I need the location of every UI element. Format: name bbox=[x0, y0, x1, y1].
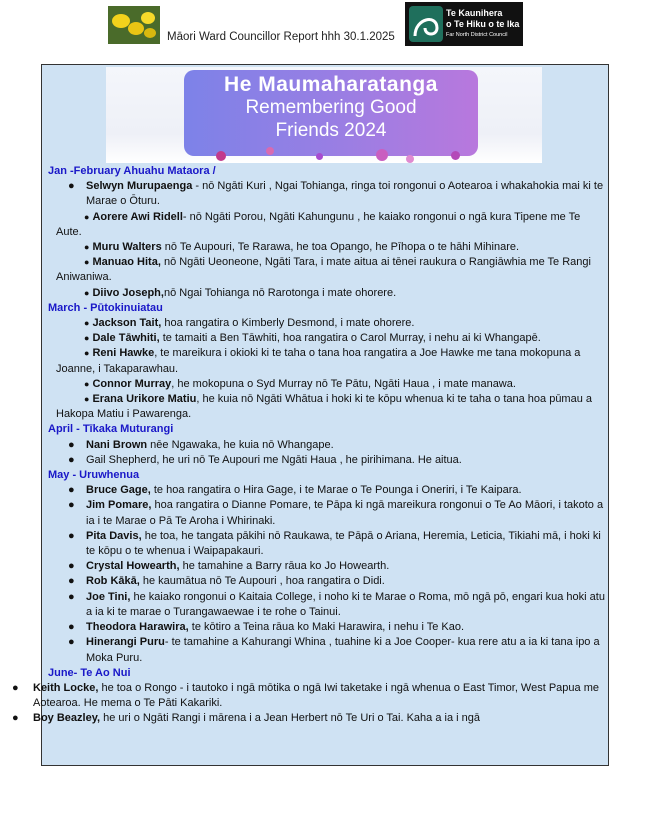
bullet-icon: ● bbox=[84, 348, 90, 359]
bullet-icon: ● bbox=[68, 575, 75, 588]
logo-line-2: o Te Hiku o te Ika bbox=[446, 19, 520, 29]
bullet-icon: ● bbox=[68, 484, 75, 497]
entry-text: te kōtiro a Teina rāua ko Maki Harawira, i nehu i Te Kao. bbox=[188, 621, 465, 634]
bullet-icon: ● bbox=[68, 621, 75, 634]
bullet-icon: ● bbox=[68, 453, 75, 466]
banner-line-2: Remembering Good bbox=[245, 97, 417, 118]
list-item bbox=[48, 559, 608, 574]
entry-text: - te tamahine a Kahurangi Whina , tuahine ki a Joe Cooper- kua rere atu a ia ki tana ipo a Moka Puru. bbox=[86, 636, 600, 664]
list-item bbox=[48, 255, 608, 285]
list-item bbox=[48, 377, 608, 392]
entry-text: he kaumātua nō Te Aupouri , hoa rangatira o Didi. bbox=[139, 575, 385, 588]
remembrance-banner bbox=[106, 67, 542, 163]
entry-text: , he kuia nō Ngāti Whātua i hoki ki te kōpu whenua ki te taha o tana hoa pūmau a Hakopa Matiu i Pawarenga. bbox=[56, 393, 593, 421]
council-logo bbox=[405, 2, 523, 46]
bullet-icon: ● bbox=[84, 318, 90, 329]
list-item bbox=[48, 483, 608, 498]
list-item bbox=[48, 286, 608, 301]
bullet-icon: ● bbox=[12, 712, 19, 725]
council-logo-mark-icon bbox=[409, 6, 443, 42]
list-item bbox=[48, 590, 608, 620]
entry-text: , he mokopuna o Syd Murray nō Te Pātu, Ngāti Haua , i mate manawa. bbox=[171, 377, 516, 390]
bullet-icon: ● bbox=[84, 394, 90, 405]
logo-line-1: Te Kaunihera bbox=[446, 8, 503, 18]
person-name: Aorere Awi Ridell bbox=[92, 210, 183, 223]
list-item bbox=[48, 635, 608, 665]
person-name: Joe Tini, bbox=[86, 590, 131, 603]
entry-text: , te mareikura i okioki ki te taha o tana hoa rangatira a Joe Hawke me tana mokopuna a Joanne, i Takaparawhau. bbox=[56, 347, 581, 375]
person-name: Nani Brown bbox=[86, 438, 148, 451]
entry-text: he toa o Rongo - i tautoko i ngā mōtika o ngā Iwi taketake i ngā whenua o East Timor, West Papua me Aotearoa. He mema o Te Pāti Kakariki. bbox=[33, 681, 599, 710]
flower-decoration bbox=[266, 147, 274, 155]
bullet-icon: ● bbox=[68, 180, 75, 193]
banner-line-3: Friends 2024 bbox=[275, 120, 387, 141]
entry-text: he uri o Ngāti Rangi i mārena i a Jean Herbert nō Te Uri o Tai. Kaha a ia i ngā bbox=[100, 712, 480, 725]
person-name: Manuao Hita, bbox=[92, 256, 161, 269]
list-item bbox=[3, 711, 608, 726]
entry-text: te hoa rangatira o Hira Gage, i te Marae o Te Pounga i Oneriri, i Te Kaipara. bbox=[150, 484, 522, 497]
flower-decoration bbox=[451, 151, 460, 160]
report-title: Māori Ward Councillor Report hhh 30.1.2025 bbox=[167, 31, 395, 43]
entry-text: - nō Ngāti Kuri , Ngai Tohianga, ringa toi rongonui o Aotearoa i whakahokia mai ki te Marae o Ōturu. bbox=[86, 180, 604, 208]
entry-text: nō Te Aupouri, Te Rarawa, he toa Opango, he Pīhopa o te hāhi Mihinare. bbox=[161, 241, 520, 254]
month-heading: May - Uruwhenua bbox=[48, 469, 140, 482]
entry-text: Gail Shepherd, he uri nō Te Aupouri me Ngāti Haua , he pirihimana. He aitua. bbox=[86, 453, 462, 466]
flower-decoration bbox=[376, 149, 388, 161]
month-heading: March - Pūtokinuiatau bbox=[48, 301, 163, 314]
bullet-icon: ● bbox=[84, 378, 90, 389]
person-name: Boy Beazley, bbox=[33, 712, 101, 725]
list-item bbox=[48, 574, 608, 589]
list-item bbox=[48, 498, 608, 528]
banner-line-1: He Maumaharatanga bbox=[224, 73, 438, 96]
remembrance-list bbox=[12, 164, 608, 727]
list-item bbox=[48, 392, 608, 422]
bullet-icon: ● bbox=[68, 636, 75, 649]
person-name: Rob Kākā, bbox=[86, 575, 140, 588]
bullet-icon: ● bbox=[68, 499, 75, 512]
entry-text: hoa rangatira o Kimberly Desmond, i mate ohorere. bbox=[161, 317, 415, 330]
person-name: Keith Locke, bbox=[33, 681, 99, 694]
bullet-icon: ● bbox=[84, 211, 90, 222]
person-name: Diivo Joseph, bbox=[92, 286, 164, 299]
list-item bbox=[48, 453, 608, 468]
bullet-icon: ● bbox=[84, 333, 90, 344]
flower-decoration bbox=[216, 151, 226, 161]
logo-line-3: Far North District Council bbox=[446, 32, 508, 38]
list-item bbox=[48, 331, 608, 346]
bullet-icon: ● bbox=[12, 681, 19, 694]
list-item bbox=[48, 210, 608, 240]
entry-text: hoa rangatira o Dianne Pomare, te Pāpa ki ngā mareikura rongonui o Te Ao Māori, i takoto a ia i te Marae o Pā Te Aroha i Whirinaki. bbox=[86, 499, 604, 527]
kowhai-flowers-photo bbox=[108, 6, 160, 44]
bullet-icon: ● bbox=[84, 257, 90, 268]
list-item bbox=[48, 240, 608, 255]
person-name: Bruce Gage, bbox=[86, 484, 151, 497]
list-item bbox=[48, 179, 608, 209]
list-item bbox=[3, 681, 608, 711]
month-heading: Jan -February Ahuahu Mataora / bbox=[48, 165, 216, 177]
person-name: Dale Tāwhiti, bbox=[92, 332, 160, 345]
person-name: Reni Hawke bbox=[92, 347, 155, 360]
person-name: Jim Pomare, bbox=[86, 499, 152, 512]
list-item bbox=[48, 316, 608, 331]
person-name: Theodora Harawira, bbox=[86, 621, 189, 634]
bullet-icon: ● bbox=[68, 590, 75, 603]
bullet-icon: ● bbox=[68, 438, 75, 451]
list-item bbox=[48, 438, 608, 453]
entry-text: - nō Ngāti Porou, Ngāti Kahungunu , he kaiako rongonui o ngā kura Tipene me Te Aute. bbox=[56, 210, 581, 238]
entry-text: nō Ngāti Ueoneone, Ngāti Tara, i mate aitua ai tēnei raukura o Rangiāwhia me Te Rangi Aniwaniwa. bbox=[56, 256, 591, 284]
person-name: Selwyn Murupaenga bbox=[86, 180, 193, 193]
entry-text: nēe Ngawaka, he kuia nō Whangape. bbox=[147, 438, 334, 451]
person-name: Connor Murray bbox=[92, 377, 172, 390]
entry-text: te tamaiti a Ben Tāwhiti, hoa rangatira o Carol Murray, i nehu ai ki Whangapē. bbox=[159, 332, 541, 345]
person-name: Jackson Tait, bbox=[92, 317, 162, 330]
bullet-icon: ● bbox=[68, 529, 75, 542]
list-item bbox=[48, 346, 608, 376]
flower-decoration bbox=[406, 155, 414, 163]
list-item bbox=[48, 620, 608, 635]
month-heading: April - Tīkaka Muturangi bbox=[48, 423, 174, 436]
list-item bbox=[48, 529, 608, 559]
person-name: Hinerangi Puru bbox=[86, 636, 165, 649]
person-name: Erana Urikore Matiu bbox=[92, 393, 197, 406]
entry-text: nō Ngai Tohianga nō Rarotonga i mate ohorere. bbox=[163, 286, 397, 299]
bullet-icon: ● bbox=[84, 287, 90, 298]
person-name: Crystal Howearth, bbox=[86, 560, 180, 573]
entry-text: he toa, he tangata pākihi nō Raukawa, te Pāpā o Ariana, Heremia, Leticia, Tikiahi mā, i hoki ki te kōpu o te whenua i Waipapakauri. bbox=[86, 529, 601, 558]
flower-decoration bbox=[316, 153, 323, 160]
person-name: Muru Walters bbox=[92, 241, 162, 254]
entry-text: he kaiako rongonui o Kaitaia College, i noho ki te Marae o Roma, mō ngā pō, engari kua hoki atu a ia ki te marae o Turangawaewae i te rohe o Tainui. bbox=[86, 590, 605, 618]
person-name: Pita Davis, bbox=[86, 529, 142, 542]
bullet-icon: ● bbox=[84, 242, 90, 253]
month-heading: June- Te Ao Nui bbox=[48, 666, 131, 679]
entry-text: he tamahine a Barry rāua ko Jo Howearth. bbox=[179, 560, 390, 573]
bullet-icon: ● bbox=[68, 560, 75, 573]
